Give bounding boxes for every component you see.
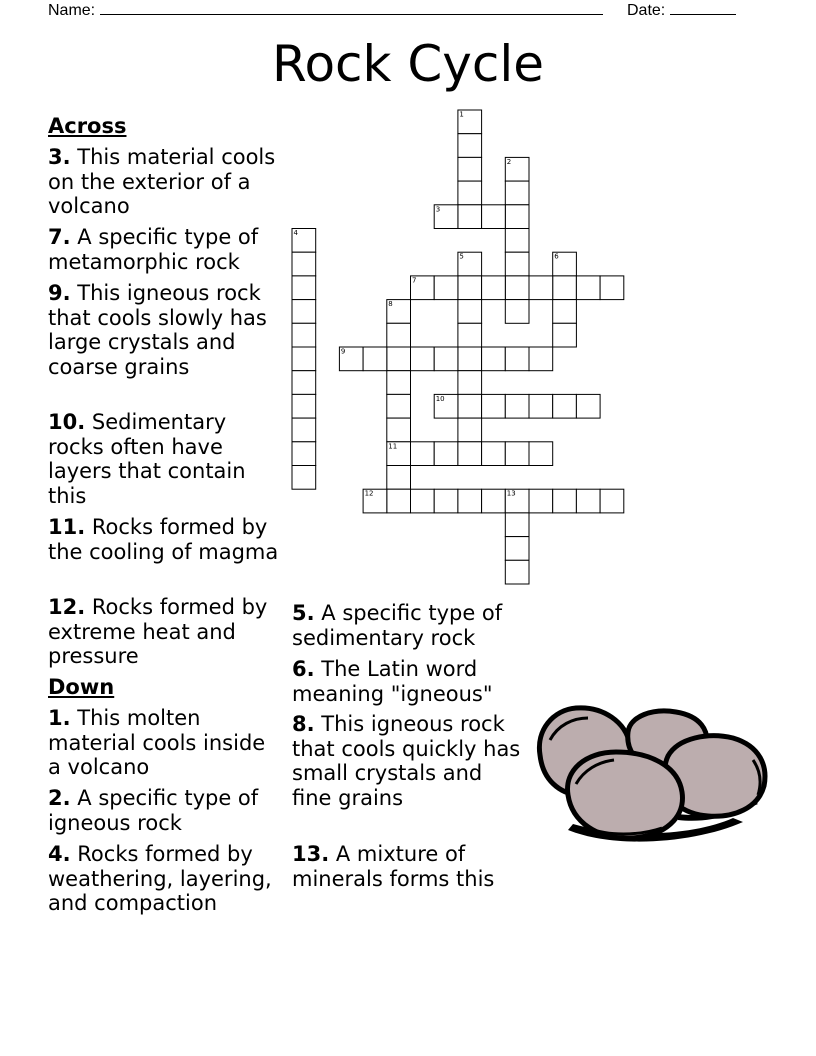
grid-cell[interactable] [387,300,411,324]
grid-cell[interactable] [387,347,411,371]
grid-cell[interactable] [505,489,529,513]
date-label: Date: [627,2,666,19]
clue-text: This igneous rock that cools slowly has large crystals and coarse grains [48,281,267,380]
clue-number: 2. [48,786,71,810]
clue-number: 4. [48,842,71,866]
clue-text: This molten material cools inside a volcano [48,706,266,780]
grid-cell[interactable] [505,181,529,205]
across-clue-11 [48,515,284,564]
grid-cell[interactable] [458,181,482,205]
clue-text: The Latin word meaning "igneous" [292,657,493,706]
clue-number: 13. [292,842,330,866]
grid-cell[interactable] [505,157,529,181]
clue-number: 11. [48,515,86,539]
down-clue-13 [292,842,528,891]
grid-cell[interactable] [292,347,316,371]
down-clue-8 [292,712,528,811]
clue-text: Rocks formed by the cooling of magma [48,515,279,564]
clue-number: 3. [48,145,71,169]
clue-text: This material cools on the exterior of a volcano [48,145,276,219]
grid-cell[interactable] [292,466,316,490]
grid-cell[interactable] [505,537,529,561]
grid-cell[interactable] [387,442,411,466]
grid-cell[interactable] [458,394,482,418]
grid-cell[interactable] [339,347,363,371]
clue-text: A mixture of minerals forms this [292,842,495,891]
grid-cell[interactable] [387,489,411,513]
clue-text: Sedimentary rocks often have layers that contain this [48,410,246,509]
name-label: Name: [48,2,96,19]
clue-text: A specific type of sedimentary rock [292,601,503,650]
grid-cell[interactable] [529,394,553,418]
grid-cell[interactable] [553,252,577,276]
page-title: Rock Cycle [271,35,545,93]
grid-cell[interactable] [482,205,506,229]
grid-cell[interactable] [505,252,529,276]
cell-number: 5 [459,252,464,261]
grid-cell[interactable] [600,489,624,513]
clue-number: 10. [48,410,86,434]
clue-number: 7. [48,225,71,249]
grid-cell[interactable] [505,513,529,537]
grid-cell[interactable] [292,300,316,324]
grid-cell[interactable] [505,276,529,300]
grid-cell[interactable] [482,442,506,466]
grid-cell[interactable] [505,300,529,324]
grid-cell[interactable] [482,489,506,513]
grid-cell[interactable] [553,489,577,513]
clue-number: 9. [48,281,71,305]
cell-number: 11 [388,442,398,451]
grid-cell[interactable] [576,394,600,418]
grid-cell[interactable] [387,394,411,418]
cell-number: 4 [293,229,298,237]
grid-cell[interactable] [505,347,529,371]
grid-cell[interactable] [387,466,411,490]
grid-cell[interactable] [387,323,411,347]
clue-number: 5. [292,601,315,625]
cell-number: 8 [388,300,393,309]
grid-cell[interactable] [553,300,577,324]
grid-cell[interactable] [292,394,316,418]
grid-cell[interactable] [482,347,506,371]
grid-cell[interactable] [505,205,529,229]
clue-text: Rocks formed by extreme heat and pressure [48,595,268,669]
grid-cell[interactable] [434,276,458,300]
grid-cell[interactable] [482,394,506,418]
grid-cell[interactable] [292,371,316,395]
clue-text: Rocks formed by weathering, layering, and compaction [48,842,272,916]
grid-cell[interactable] [458,252,482,276]
grid-cell[interactable] [576,489,600,513]
down-clue-1 [48,706,284,780]
cell-number: 1 [459,110,464,119]
grid-cell[interactable] [292,276,316,300]
grid-cell[interactable] [292,323,316,347]
cell-number: 13 [506,489,516,498]
grid-cell[interactable] [553,276,577,300]
grid-cell[interactable] [600,276,624,300]
grid-cell[interactable] [458,371,482,395]
across-clue-10 [48,410,284,509]
grid-cell[interactable] [363,489,387,513]
grid-cell[interactable] [411,442,435,466]
grid-cell[interactable] [434,442,458,466]
grid-cell[interactable] [458,489,482,513]
clue-number: 8. [292,712,315,736]
grid-cell[interactable] [458,300,482,324]
across-clue-7 [48,225,284,274]
name-field[interactable] [48,0,603,20]
clue-text: A specific type of igneous rock [48,786,259,835]
down-clue-2 [48,786,284,835]
grid-cell[interactable] [529,347,553,371]
grid-cell[interactable] [458,418,482,442]
grid-cell[interactable] [505,560,529,584]
grid-cell[interactable] [458,442,482,466]
cell-number: 10 [435,394,445,403]
cell-number: 3 [435,205,441,214]
grid-cell[interactable] [458,323,482,347]
cell-number: 9 [340,347,346,356]
date-field[interactable] [627,0,736,20]
grid-cell[interactable] [458,110,482,134]
cell-number: 7 [412,276,417,285]
date-blank-line[interactable] [670,0,736,15]
grid-cell[interactable] [505,229,529,253]
down-clue-4 [48,842,284,916]
grid-cell[interactable] [458,347,482,371]
grid-cell[interactable] [434,394,458,418]
grid-cell[interactable] [458,276,482,300]
clue-text: This igneous rock that cools quickly has small crystals and fine grains [292,712,521,811]
cell-number: 2 [506,157,512,166]
across-heading: Across [48,114,127,138]
down-clue-5 [292,601,528,650]
down-heading: Down [48,675,115,699]
across-clue-9 [48,281,284,380]
grid-cell[interactable] [505,442,529,466]
clue-number: 1. [48,706,71,730]
grid-cell[interactable] [411,276,435,300]
grid-cell[interactable] [529,276,553,300]
grid-cell[interactable] [458,157,482,181]
down-clue-6 [292,657,528,706]
rocks-illustration [528,700,773,848]
grid-cell[interactable] [387,371,411,395]
grid-cell[interactable] [387,418,411,442]
grid-cell[interactable] [576,276,600,300]
grid-cell[interactable] [292,442,316,466]
name-blank-line[interactable] [100,0,603,15]
across-clue-12 [48,595,284,669]
grid-cell[interactable] [553,394,577,418]
cell-number: 6 [554,252,559,261]
rock-front [568,752,683,838]
grid-cell[interactable] [529,489,553,513]
grid-cell[interactable] [434,205,458,229]
clue-text: A specific type of metamorphic rock [48,225,259,274]
clue-number: 12. [48,595,86,619]
across-clue-3 [48,145,284,219]
grid-cell[interactable] [553,323,577,347]
cell-number: 12 [364,489,374,498]
grid-cell[interactable] [434,489,458,513]
grid-cell[interactable] [292,252,316,276]
grid-cell[interactable] [434,347,458,371]
grid-cell[interactable] [458,134,482,158]
grid-cell[interactable] [505,394,529,418]
grid-cell[interactable] [458,205,482,229]
clue-number: 6. [292,657,315,681]
grid-cell[interactable] [482,276,506,300]
grid-cell[interactable] [411,347,435,371]
grid-cell[interactable] [292,418,316,442]
grid-cell[interactable] [363,347,387,371]
grid-cell[interactable] [411,489,435,513]
grid-cell[interactable] [292,229,316,253]
grid-cell[interactable] [529,442,553,466]
